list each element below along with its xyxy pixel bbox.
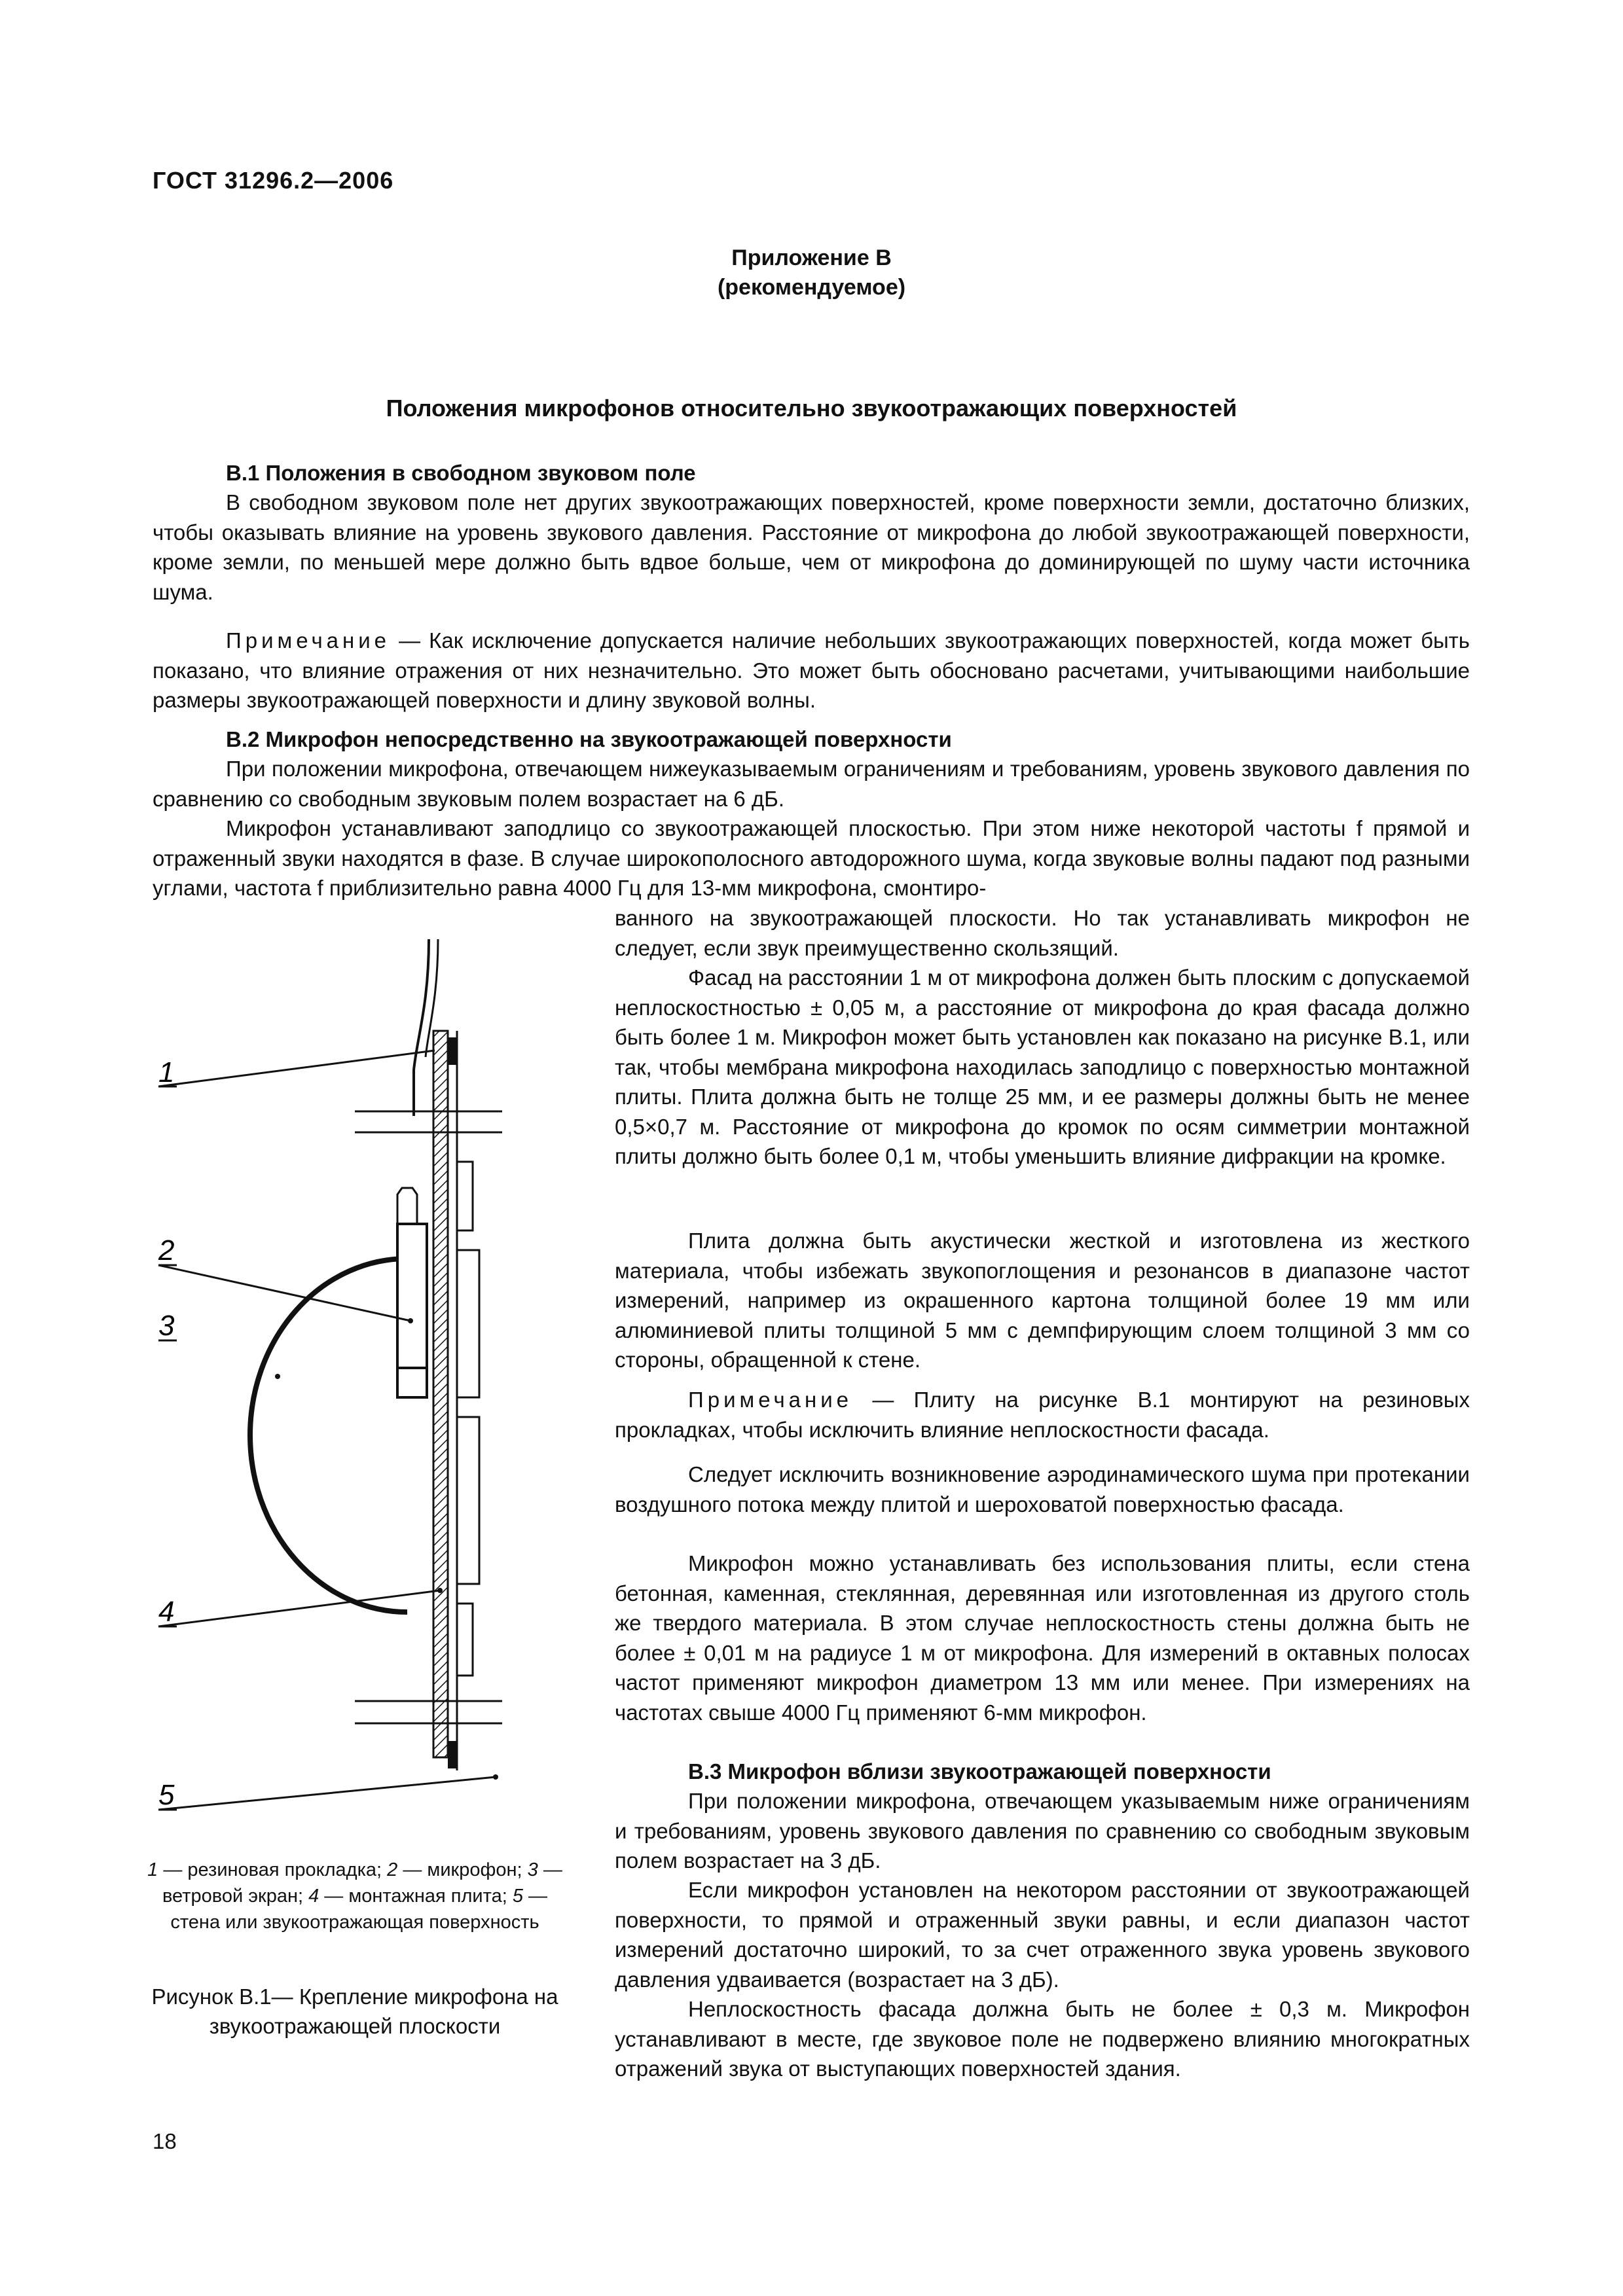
note-label: Примечание xyxy=(226,628,391,653)
section-b1-note xyxy=(153,626,1470,715)
note-text: — Плиту на рисунке В.1 монтируют на резиновых прокладках, чтобы исключить влияние неплоскостности фасада. xyxy=(615,1388,1470,1442)
rubber-pad-shape xyxy=(448,1741,457,1768)
callout-3: 3 xyxy=(158,1310,175,1342)
appendix-status: (рекомендуемое) xyxy=(717,275,906,300)
callout-4: 4 xyxy=(158,1596,175,1628)
note-label: Примечание xyxy=(688,1388,853,1412)
callout-1: 1 xyxy=(158,1056,175,1088)
section-b2-paragraph-5: Следует исключить возникновение аэродинамического шума при протекании воздушного потока между плитой и шероховатой поверхностью фасада. xyxy=(615,1462,1470,1516)
section-b1-heading: В.1 Положения в свободном звуковом поле xyxy=(226,461,696,485)
appendix-title: Приложение В xyxy=(731,245,892,270)
callout-5: 5 xyxy=(158,1779,175,1811)
section-b3-paragraph-3: Неплоскостность фасада должна быть не более ± 0,3 м. Микрофон устанавливают в месте, где звуковое поле не подвержено влиянию многократных отражений звука от выступающих поверхностей здания. xyxy=(615,1997,1470,2081)
figure-legend: 1 — резиновая прокладка; 2 — микрофон; 3 — ветровой экран; 4 — монтажная плита; 5 — стена или звукоотражающая поверхность xyxy=(147,1859,562,1933)
section-b1-paragraph: В свободном звуковом поле нет других звукоотражающих поверхностей, кроме поверхности земли, достаточно близких, чтобы оказывать влияние на уровень звукового давления. Расстояние от микрофона до любой звукоотражающей поверхности, кроме земли, по меньшей мере должно быть вдвое больше, чем от микрофона до доминирующей по шуму части источника шума. xyxy=(153,490,1470,604)
cable-line xyxy=(414,939,429,1116)
rubber-pad-shape xyxy=(448,1037,457,1065)
callout-2: 2 xyxy=(158,1234,175,1266)
main-title: Положения микрофонов относительно звукоотражающих поверхностей xyxy=(386,395,1237,422)
section-b3-paragraph-2: Если микрофон установлен на некотором расстоянии от звукоотражающей поверхности, то прямой и отраженный звуки равны, и если диапазон частот измерений достаточно широкий, то за счет отраженного звука уровень звукового давления удваивается (возрастает на 3 дБ). xyxy=(615,1878,1470,1992)
section-b2-paragraph-2: Микрофон устанавливают заподлицо со звукоотражающей плоскостью. При этом ниже некоторой частоты f прямой и отраженный звуки находятся в фазе. В случае широкополосного автодорожного шума, когда звуковые волны падают под разными углами, частота f приблизительно равна 4000 Гц для 13-мм микрофона, смонтиро- xyxy=(153,816,1470,900)
section-b2-paragraph-1: При положении микрофона, отвечающем нижеуказываемым ограничениям и требованиям, уровень звукового давления по сравнению со свободным звуковым полем возрастает на 6 дБ. xyxy=(153,757,1470,811)
section-b2-paragraph-2-continued: ванного на звукоотражающей плоскости. Но так устанавливать микрофон не следует, если звук преимущественно скользящий. xyxy=(615,906,1470,960)
section-b2-paragraph-3: Фасад на расстоянии 1 м от микрофона должен быть плоским с допускаемой неплоскостностью ± 0,05 м, а расстояние от микрофона до края фасада должно быть более 1 м. Микрофон может быть установлен как показано на рисунке В.1, или так, чтобы мембрана микрофона находилась заподлицо с поверхностью монтажной плиты. Плита должна быть не толще 25 мм, и ее размеры должны быть не менее 0,5×0,7 м. Расстояние от микрофона до кромок по осям симметрии монтажной плиты должно быть более 0,1 м, чтобы уменьшить влияние дифракции на кромке. xyxy=(615,965,1470,1168)
section-b3-paragraph-1: При положении микрофона, отвечающем указываемым ниже ограничениям и требованиям, уровень звукового давления по сравнению со свободным звуковым полем возрастает на 3 дБ. xyxy=(615,1789,1470,1873)
figure-caption: Рисунок В.1— Крепление микрофона на звукоотражающей плоскости xyxy=(151,1984,558,2038)
section-b2-note xyxy=(615,1385,1470,1444)
section-b2-paragraph-4: Плита должна быть акустически жесткой и изготовлена из жесткого материала, чтобы избежать звукопоглощения и резонансов в диапазоне частот измерений, например из окрашенного картона толщиной более 19 мм или алюминиевой плиты толщиной 5 мм с демпфирующим слоем толщиной 3 мм со стороны, обращенной к стене. xyxy=(615,1229,1470,1372)
section-b2-heading: В.2 Микрофон непосредственно на звукоотражающей поверхности xyxy=(226,727,952,751)
note-text: — Как исключение допускается наличие небольших звукоотражающих поверхностей, когда может быть показано, что влияние отражения от них незначительно. Это может быть обосновано расчетами, учитывающими наибольшие размеры звукоотражающей поверхности и длину звуковой волны. xyxy=(153,628,1470,712)
standard-number: ГОСТ 31296.2—2006 xyxy=(153,167,394,194)
section-b3-heading: В.3 Микрофон вблизи звукоотражающей поверхности xyxy=(688,1759,1271,1784)
section-b2-paragraph-6: Микрофон можно устанавливать без использования плиты, если стена бетонная, каменная, стеклянная, деревянная или изготовленная из другого столь же твердого материала. В этом случае неплоскостность стены должна быть не более ± 0,01 м на радиусе 1 м от микрофона. Для измерений в октавных полосах частот применяют микрофон диаметром 13 мм или менее. При измерениях на частотах свыше 4000 Гц применяют 6-мм микрофон. xyxy=(615,1551,1470,1725)
wind-screen-shape xyxy=(250,1259,407,1612)
mounting-plate-shape xyxy=(433,1031,448,1757)
figure-b1-microphone-mount xyxy=(145,926,551,1816)
page-number: 18 xyxy=(153,2129,177,2153)
microphone-shape xyxy=(397,1224,427,1368)
